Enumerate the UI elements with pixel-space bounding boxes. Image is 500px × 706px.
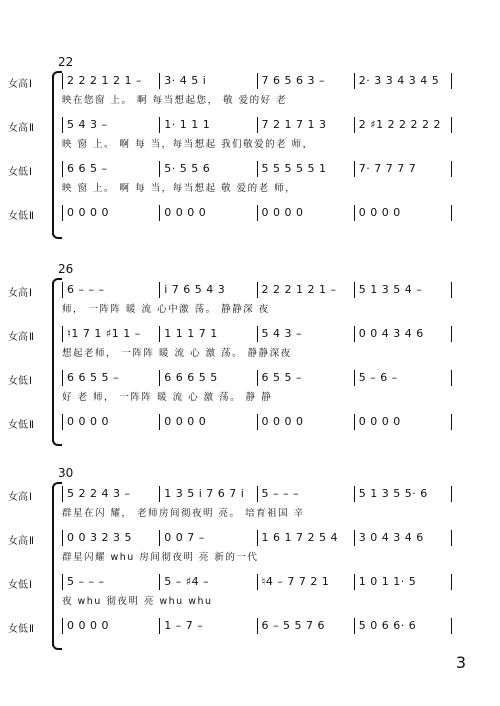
lyrics-line: 映 窗 上。 啊 每 当，每当想起 敬 爱的老 师， xyxy=(62,183,297,194)
measure: 6 6 5 5 – xyxy=(62,370,160,386)
measure: 2 2 2 1 2 1 – xyxy=(62,73,160,89)
voice-soprano-1 xyxy=(0,282,500,326)
voice-alto-1 xyxy=(0,161,500,205)
measure: 2 2 2 1 2 1 – xyxy=(258,282,355,298)
voice-label: 女高Ⅱ xyxy=(8,536,34,547)
measure: 0 0 0 0 xyxy=(160,205,257,221)
notation-row xyxy=(62,205,452,221)
voice-alto-2 xyxy=(0,205,500,249)
measure: 6 – 5 5 7 6 xyxy=(258,618,355,634)
voice-soprano-1 xyxy=(0,486,500,530)
measure: 5 5 5 5 5 1 xyxy=(258,161,355,177)
measure: 0 0 0 0 xyxy=(355,414,452,430)
measure: 5 4 3 – xyxy=(62,117,160,133)
measure: 5 – ♯4 – xyxy=(160,574,257,590)
system-3 xyxy=(0,466,500,651)
lyrics-line: 群星在闪 耀， 老师房间彻夜明 亮。 培育祖国 辛 xyxy=(62,508,305,519)
measure: 5 1 3 5 4 – xyxy=(355,282,452,298)
lyrics-line: 映在您窗 上。 啊 每当想起您， 敬 爱的好 老 xyxy=(62,95,288,106)
measure-number: 22 xyxy=(58,55,74,69)
measure: 2· 3 3 4 3 4 5 xyxy=(355,73,452,89)
voice-soprano-2 xyxy=(0,530,500,574)
lyrics-line: 群星闪耀 whu 房间彻夜明 亮 新的一代 xyxy=(62,552,259,563)
measure: 0 0 3 2 3 5 xyxy=(62,530,160,546)
voice-label: 女低Ⅰ xyxy=(8,580,32,591)
system-1 xyxy=(0,55,500,240)
voice-label: 女高Ⅱ xyxy=(8,123,34,134)
voice-label: 女低Ⅱ xyxy=(8,420,34,431)
measure: 0 0 4 3 4 6 xyxy=(355,326,452,342)
measure: 5 – 6 – xyxy=(355,370,452,386)
voice-soprano-2 xyxy=(0,326,500,370)
measure: 6 6 5 – xyxy=(62,161,160,177)
voice-alto-1 xyxy=(0,574,500,618)
notation-row xyxy=(62,530,452,546)
voice-label: 女高Ⅱ xyxy=(8,332,34,343)
measure: 7 2 1 7 1 3 xyxy=(258,117,355,133)
notation-row xyxy=(62,574,452,590)
voice-label: 女高Ⅰ xyxy=(8,492,32,503)
lyrics-line: 夜 whu 彻夜明 亮 whu whu xyxy=(62,596,213,607)
lyrics-line: 映 窗 上。 啊 每 当，每当想起 我们敬爱的老 师， xyxy=(62,139,314,150)
measure: 5 – – – xyxy=(258,486,355,502)
measure: ♮1 7 1 ♯1 1 – xyxy=(62,326,160,342)
voice-alto-2 xyxy=(0,618,500,662)
measure: 5 – – – xyxy=(62,574,160,590)
voice-alto-1 xyxy=(0,370,500,414)
measure: 2 ♯1 2 2 2 2 2 xyxy=(355,117,452,133)
notation-row xyxy=(62,282,452,298)
measure: 0 0 7 – xyxy=(160,530,257,546)
voice-label: 女高Ⅰ xyxy=(8,288,32,299)
measure: 6 5 5 – xyxy=(258,370,355,386)
measure: 5 2 2 4 3 – xyxy=(62,486,160,502)
measure: 1 0 1 1· 5 xyxy=(355,574,452,590)
measure: i 7 6 5 4 3 xyxy=(160,282,257,298)
lyrics-line: 好 老 师， 一阵阵 暖 流 心 激 荡。 静 静 xyxy=(62,392,273,403)
measure: 0 0 0 0 xyxy=(355,205,452,221)
voice-soprano-2 xyxy=(0,117,500,161)
measure: 0 0 0 0 xyxy=(258,414,355,430)
measure-number: 26 xyxy=(58,262,74,276)
measure: 3· 4 5 i xyxy=(160,73,257,89)
notation-row xyxy=(62,370,452,386)
notation-row xyxy=(62,414,452,430)
lyrics-line: 师， 一阵阵 暖 流 心中激 荡。 静静深 夜 xyxy=(62,304,270,315)
measure: 0 0 0 0 xyxy=(62,205,160,221)
measure: 1 1 1 7 1 xyxy=(160,326,257,342)
notation-row xyxy=(62,618,452,634)
notation-row xyxy=(62,73,452,89)
voice-label: 女低Ⅰ xyxy=(8,376,32,387)
system-2 xyxy=(0,262,500,447)
voice-label: 女低Ⅱ xyxy=(8,624,34,635)
notation-row xyxy=(62,161,452,177)
measure: 7 6 5 6 3 – xyxy=(258,73,355,89)
page-number: 3 xyxy=(455,653,466,672)
lyrics-line: 想起老师， 一阵阵 暖 流 心 激 荡。 静静深夜 xyxy=(62,348,292,359)
measure: 5 0 6 6· 6 xyxy=(355,618,452,634)
measure: 6 6 6 5 5 xyxy=(160,370,257,386)
measure: 5 1 3 5 5· 6 xyxy=(355,486,452,502)
measure: 7· 7 7 7 7 xyxy=(355,161,452,177)
measure: 0 0 0 0 xyxy=(160,414,257,430)
measure-number: 30 xyxy=(58,466,74,480)
voice-soprano-1 xyxy=(0,73,500,117)
notation-row xyxy=(62,486,452,502)
measure: 0 0 0 0 xyxy=(62,618,160,634)
voice-label: 女低Ⅰ xyxy=(8,167,32,178)
measure: 5· 5 5 6 xyxy=(160,161,257,177)
measure: 1 – 7 – xyxy=(160,618,257,634)
measure: 0 0 0 0 xyxy=(62,414,160,430)
voice-label: 女低Ⅱ xyxy=(8,211,34,222)
measure: 6 – – – xyxy=(62,282,160,298)
measure: 1 6 1 7 2 5 4 xyxy=(258,530,355,546)
voice-label: 女高Ⅰ xyxy=(8,79,32,90)
notation-row xyxy=(62,117,452,133)
measure: 1 3 5 i 7 6 7 i xyxy=(160,486,257,502)
measure: 5 4 3 – xyxy=(258,326,355,342)
measure: 0 0 0 0 xyxy=(258,205,355,221)
measure: ♮4 – 7 7 2 1 xyxy=(258,574,355,590)
voice-alto-2 xyxy=(0,414,500,458)
measure: 1· 1 1 1 xyxy=(160,117,257,133)
notation-row xyxy=(62,326,452,342)
measure: 3 0 4 3 4 6 xyxy=(355,530,452,546)
